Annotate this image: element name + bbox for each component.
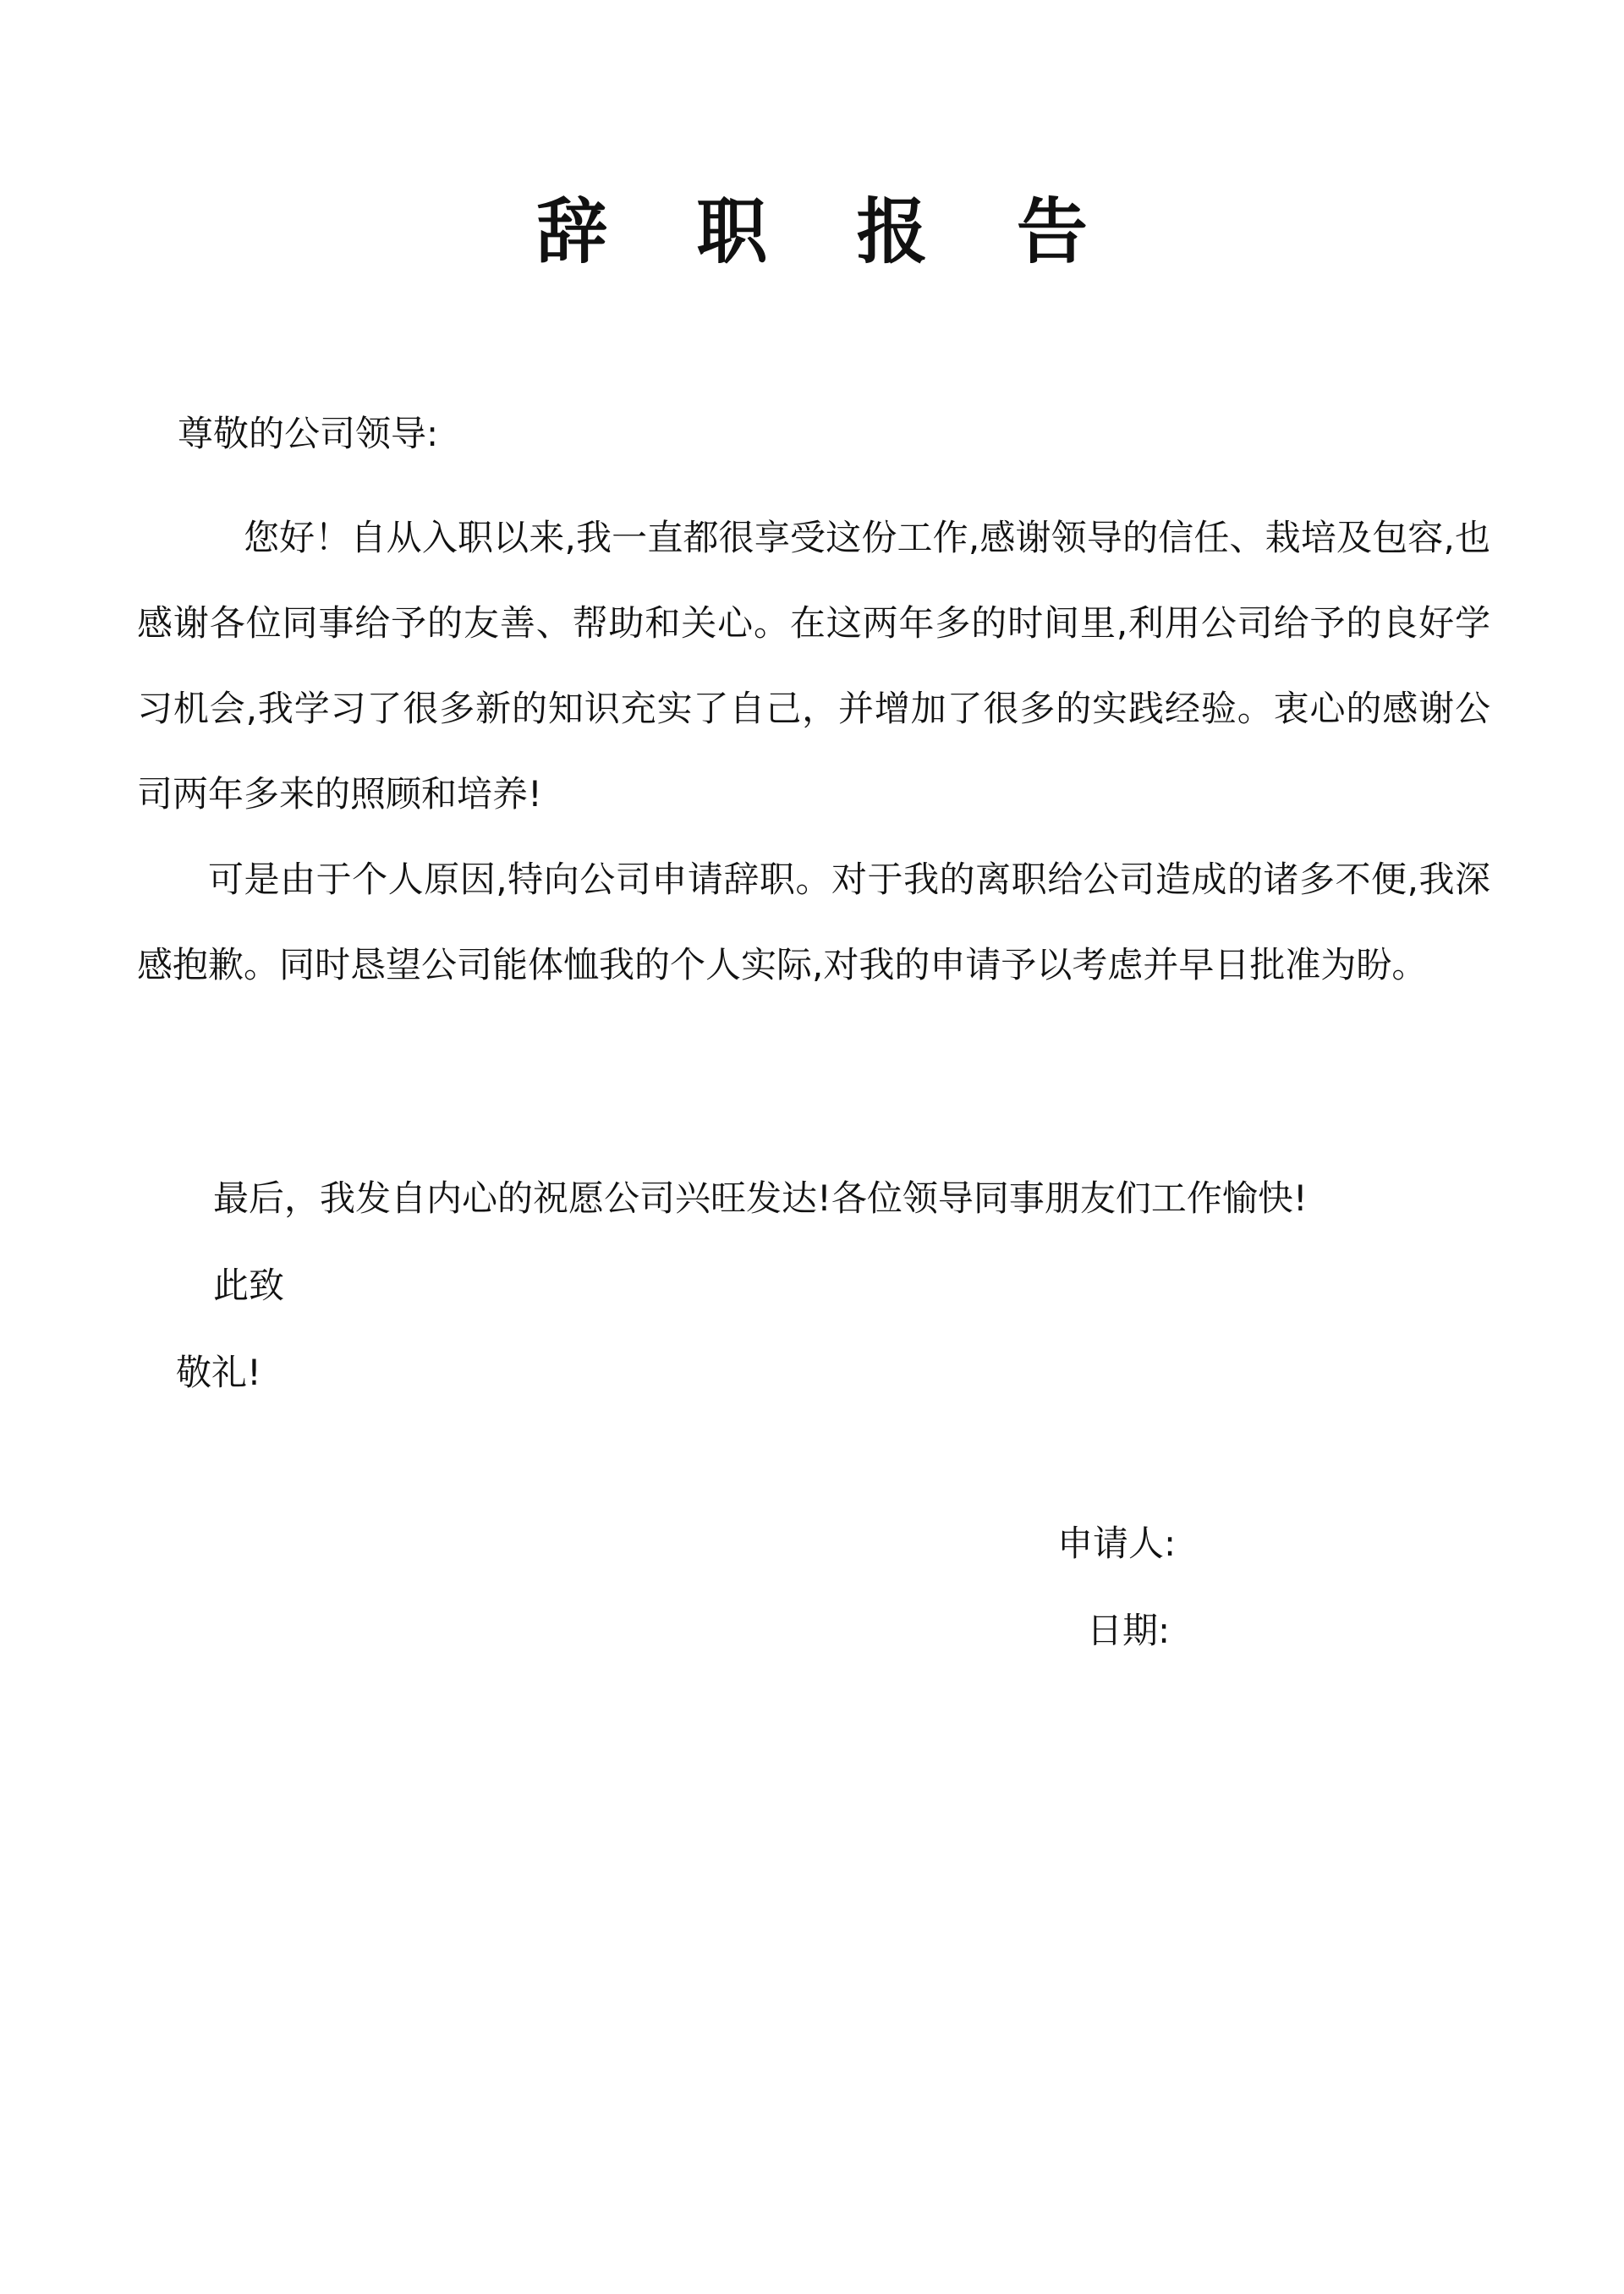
date-label: 日期: — [1087, 1610, 1171, 1651]
document-title: 辞 职 报 告 — [536, 190, 1120, 273]
body-paragraph-thanks: 您好！自从入职以来,我一直都很享受这份工作,感谢领导的信任、栽培及包容,也感谢各位同事给予的友善、帮助和关心。在这两年多的时间里,利用公司给予的良好学习机会,我学习了很多新的知识充实了自己，并增加了很多的实践经验。衷心的感谢公司两年多来的照顾和培养! — [137, 517, 1490, 815]
body-paragraph-resignation: 可是由于个人原因,特向公司申请辞职。对于我的离职给公司造成的诸多不便,我深感抱歉。同时恳望公司能体恤我的个人实际,对我的申请予以考虑并早日批准为盼。 — [137, 859, 1490, 985]
applicant-label: 申请人: — [1057, 1523, 1177, 1564]
ci-zhi-line: 此致 — [213, 1265, 285, 1306]
jing-li-line: 敬礼! — [176, 1352, 261, 1393]
greeting-line: 尊敬的公司领导: — [178, 413, 439, 454]
closing-wishes-line: 最后，我发自内心的祝愿公司兴旺发达!各位领导同事朋友们工作愉快! — [213, 1177, 1308, 1219]
body-block — [137, 495, 1490, 1007]
